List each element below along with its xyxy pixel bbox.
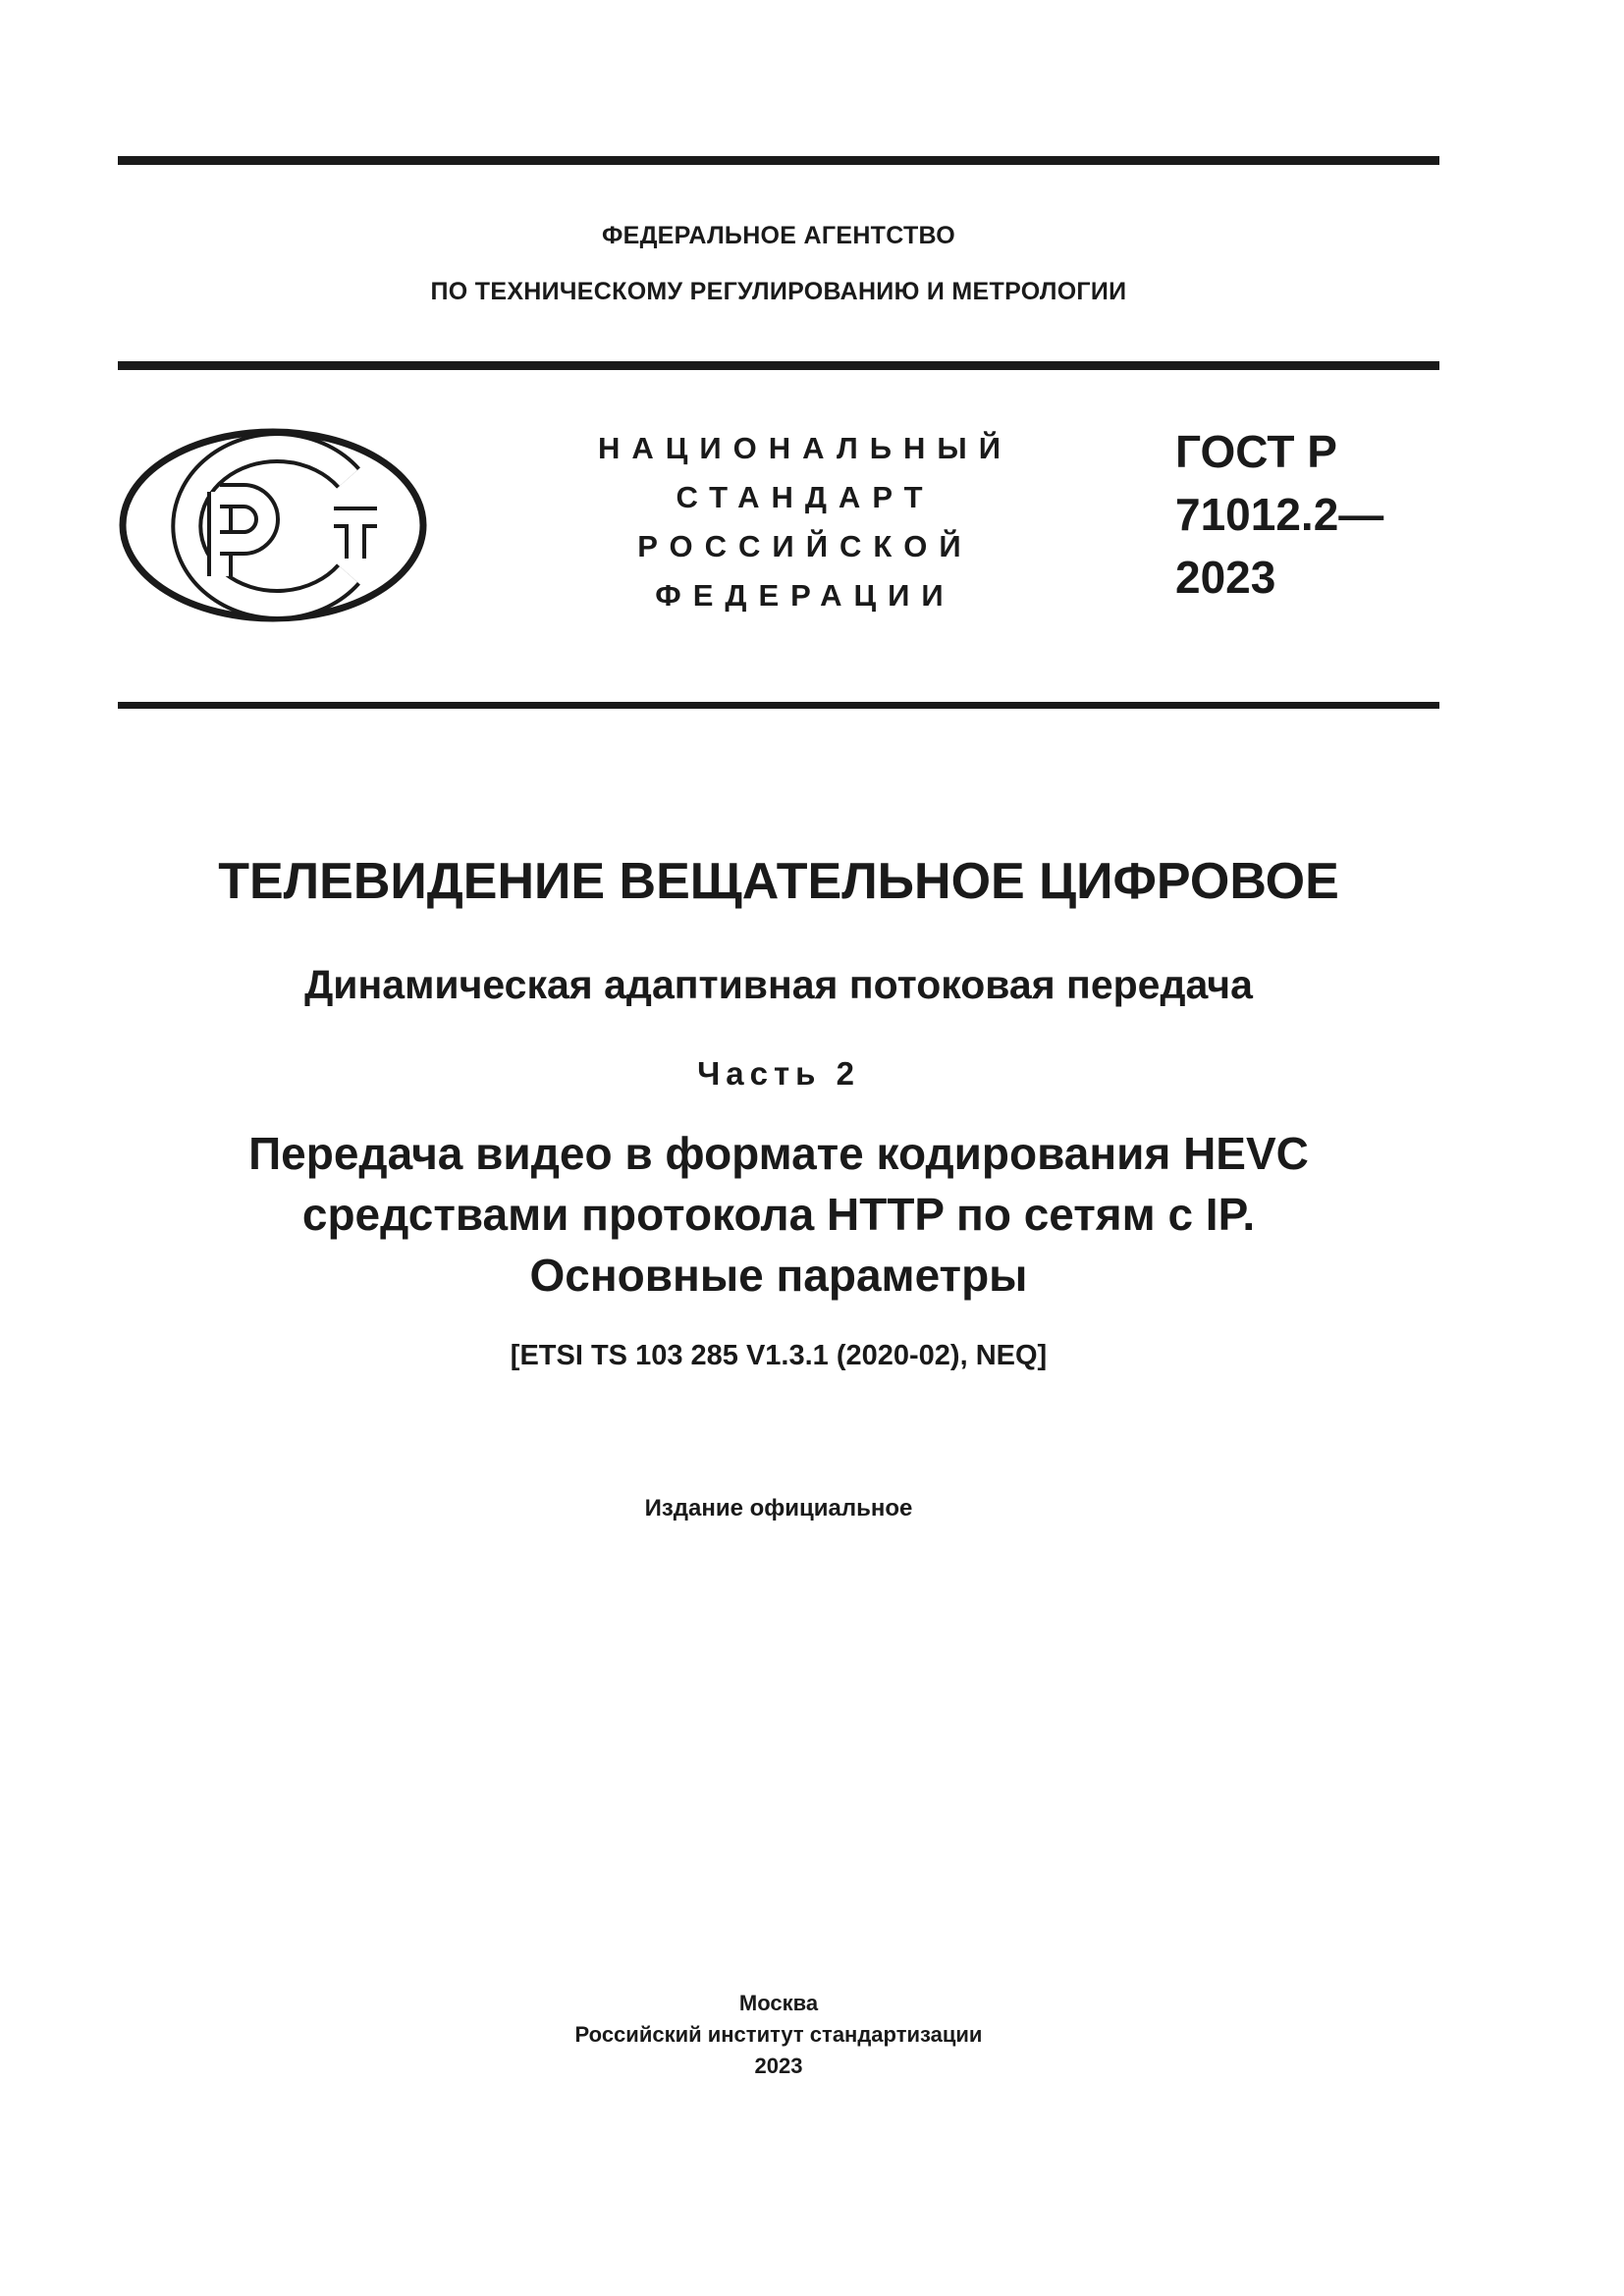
- imprint: [118, 1988, 1439, 2082]
- national-standard-label: [569, 424, 1041, 620]
- gost-logo: [118, 427, 428, 623]
- national-standard-line1: НАЦИОНАЛЬНЫЙ: [597, 431, 1013, 465]
- gost-designation: [1175, 420, 1383, 609]
- agency-name-line2: ПО ТЕХНИЧЕСКОМУ РЕГУЛИРОВАНИЮ И МЕТРОЛОГИИ: [430, 278, 1127, 305]
- part-title-line3: Основные параметры: [529, 1250, 1028, 1301]
- document-subtitle: Динамическая адаптивная потоковая передача: [304, 962, 1253, 1007]
- national-standard-line2: СТАНДАРТ: [676, 480, 935, 514]
- gost-r-certification-mark-icon: [118, 427, 428, 623]
- imprint-publisher: Российский институт стандартизации: [574, 2022, 983, 2047]
- part-title-line1: Передача видео в формате кодирования HEVC: [248, 1128, 1309, 1179]
- document-part: Часть 2: [697, 1055, 860, 1092]
- gost-designation-line2: 71012.2—: [1175, 489, 1384, 540]
- top-rule: [118, 156, 1439, 165]
- part-title: [118, 1123, 1439, 1306]
- part-title-line2: средствами протокола HTTP по сетям с IP.: [301, 1189, 1256, 1240]
- imprint-city: Москва: [738, 1991, 819, 2015]
- national-standard-line3: РОССИЙСКОЙ: [637, 529, 973, 563]
- gost-designation-line3: 2023: [1175, 552, 1276, 603]
- document-title: ТЕЛЕВИДЕНИЕ ВЕЩАТЕЛЬНОЕ ЦИФРОВОЕ: [218, 853, 1339, 910]
- reference-standard: [ETSI TS 103 285 V1.3.1 (2020-02), NEQ]: [510, 1340, 1048, 1371]
- imprint-year: 2023: [754, 2054, 803, 2078]
- header-rule: [118, 361, 1439, 370]
- national-standard-line4: ФЕДЕРАЦИИ: [655, 578, 955, 613]
- agency-name-line1: ФЕДЕРАЛЬНОЕ АГЕНТСТВО: [601, 222, 956, 249]
- edition-note: Издание официальное: [644, 1495, 913, 1522]
- gost-designation-line1: ГОСТ Р: [1175, 426, 1337, 477]
- section-rule: [118, 702, 1439, 709]
